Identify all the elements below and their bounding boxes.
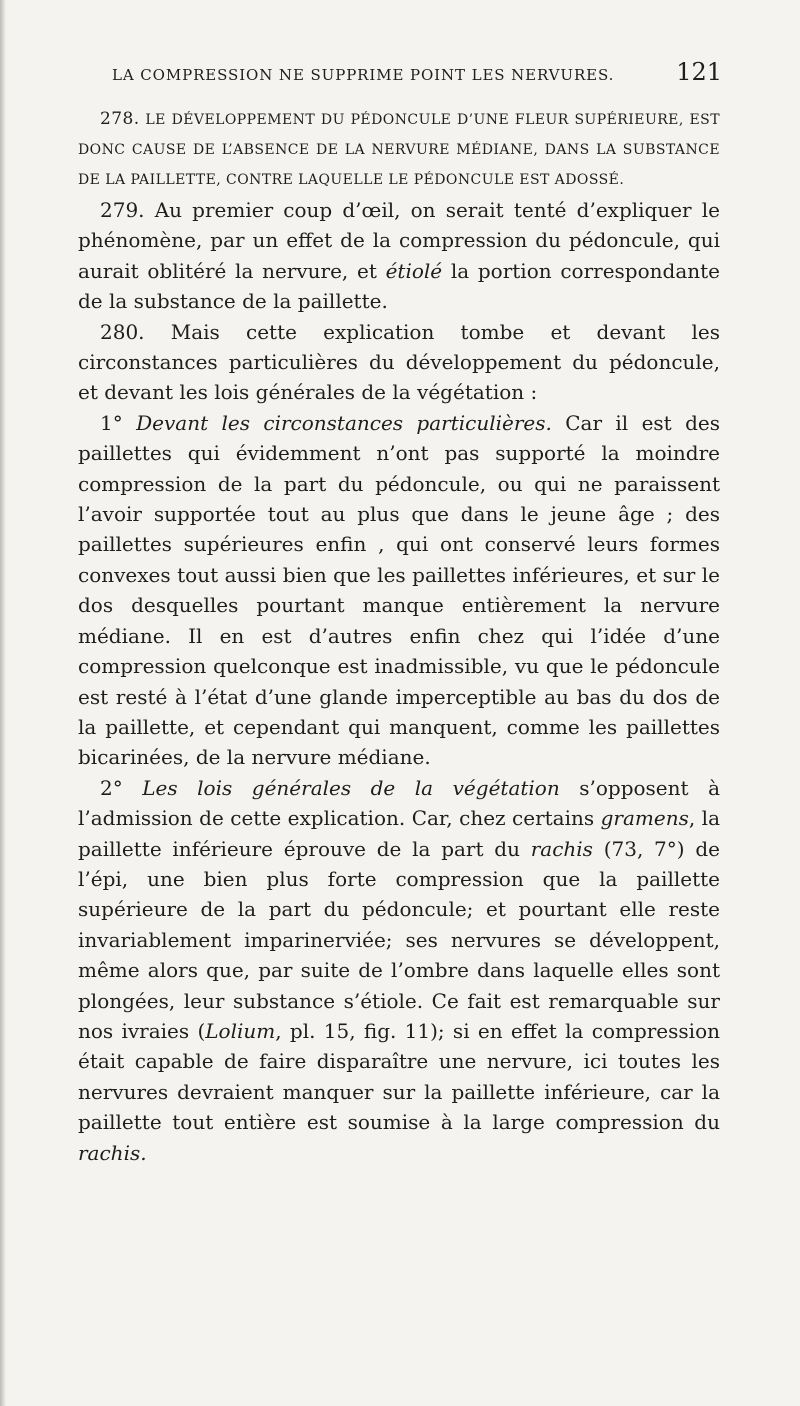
paragraph-text: Mais cette explication tombe et devant les circonstances particulières du développement du pédoncule, et devant les lois générales de la végétation : (78, 319, 721, 405)
italic-term: rachis. (78, 1140, 147, 1165)
point-1 (78, 408, 720, 773)
paragraph-text: Au premier coup d’œil, on serait tenté d’expliquer le phénomène, par un effet de la compression du pédoncule, qui aurait oblitéré la nervure, et (78, 198, 721, 283)
running-header (112, 58, 722, 90)
point-marker: 2° (100, 775, 123, 800)
paragraph-text: , la paillette inférieure éprouve de la part du (78, 806, 720, 861)
italic-term: étiolé (385, 258, 443, 283)
paragraph-text: LE DÉVELOPPEMENT DU PÉDONCULE D’UNE FLEUR SUPÉRIEURE, EST DONC CAUSE DE L’ABSENCE DE LA NERVURE MÉDIANE, DANS LA SUBSTANCE DE LA PAILLETTE, CONTRE LAQUELLE LE PÉDONCULE EST ADOSSÉ. (78, 112, 720, 188)
italic-term: Lolium (205, 1018, 276, 1043)
point-marker: 1° (100, 410, 123, 435)
paragraph-text: Car il est des paillettes qui évidemment n’ont pas supporté la moindre compression de la part du pédoncule, ou qui ne paraissent l’avoir supportée tout au plus que dans le jeune âge ; des paillettes supérieures enfin , qui ont conservé leurs formes convexes tout aussi bien que les paillettes inférieures, et sur le dos desquelles pourtant manque entièrement la nervure médiane. Il en est d’autres enfin chez qui l’idée d’une compression quelconque est inadmissible, vu que le pédoncule est resté à l’état d’une glande imperceptible au bas du dos de la paillette, et cependant qui manquent, comme les paillettes bicarinées, de la nervure médiane. (78, 410, 720, 770)
point-2 (78, 773, 720, 1168)
paragraph-text: , pl. 15, fig. 11); si en effet la compression était capable de faire disparaître une nervure, ici toutes les nervures devraient manquer sur la paillette inférieure, car la paillette tout entière est soumise à la large compression du (78, 1018, 720, 1135)
page-gutter-shadow (0, 0, 6, 1406)
paragraph-number: 279. (100, 198, 145, 222)
italic-term: rachis (530, 836, 593, 861)
italic-heading: Devant les circonstances particulières. (136, 410, 552, 435)
paragraph-number: 280. (100, 319, 145, 344)
italic-term: gramens (600, 806, 689, 831)
paragraph-280 (78, 317, 720, 408)
paragraph-number: 278. (100, 109, 140, 129)
page-number: 121 (676, 58, 722, 86)
paragraph-278 (78, 104, 720, 195)
paragraph-text: (73, 7°) de l’épi, une bien plus forte compression que la paillette supérieure de la part du pédoncule; et pourtant elle reste invariablement imparinerviée; ses nervures se développent, même alors que, par suite de l’ombre dans laquelle elles sont plongées, leur substance s’étiole. Ce fait est remarquable sur nos ivraies ( (78, 836, 720, 1043)
running-title: LA COMPRESSION NE SUPPRIME POINT LES NERVURES. (112, 66, 615, 84)
paragraph-text: la portion correspondante de la substance de la paillette. (78, 258, 720, 314)
paragraph-279 (78, 195, 720, 317)
body-text (78, 104, 720, 1168)
paragraph-text: s’opposent à l’admission de cette explication. Car, chez certains (78, 775, 721, 831)
italic-heading: Les lois générales de la végétation (142, 775, 560, 800)
